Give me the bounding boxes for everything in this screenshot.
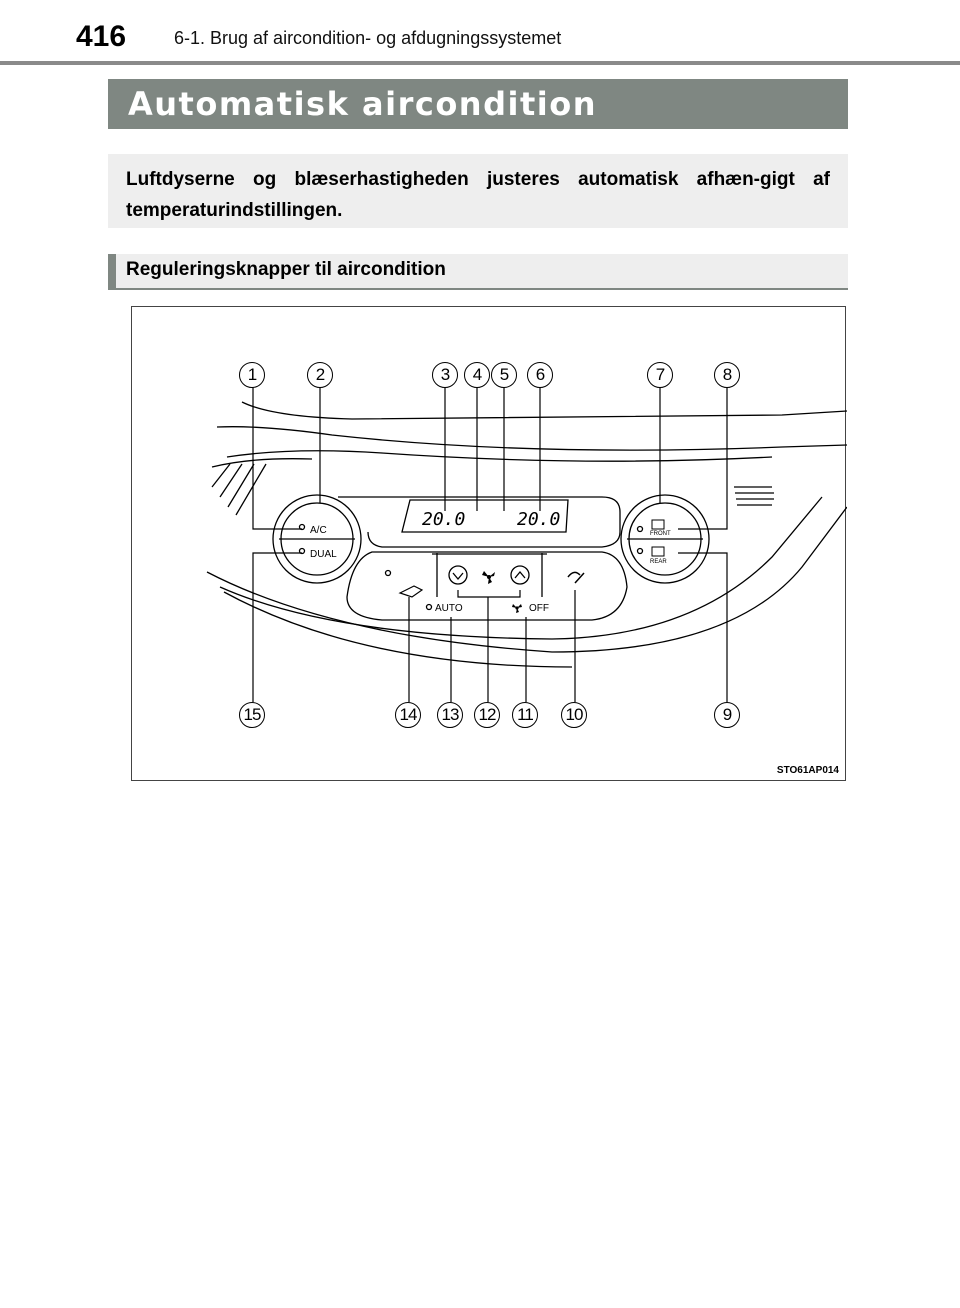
callout-14: 14 — [395, 702, 421, 728]
callout-10: 10 — [561, 702, 587, 728]
dual-button-label: DUAL — [310, 549, 337, 560]
callout-4: 4 — [464, 362, 490, 388]
subsection-title: Reguleringsknapper til aircondition — [126, 259, 446, 280]
chapter-title: 6-1. Brug af aircondition- og afdugningssystemet — [174, 28, 562, 48]
callout-9: 9 — [714, 702, 740, 728]
front-defog-label: FRONT — [650, 531, 671, 537]
climate-control-figure — [131, 306, 846, 781]
header-divider — [0, 61, 960, 65]
callout-12: 12 — [474, 702, 500, 728]
air-direction-icon — [568, 572, 584, 583]
rear-defog-icon — [652, 547, 664, 556]
subsection-heading — [108, 254, 848, 290]
callout-6: 6 — [527, 362, 553, 388]
callout-3: 3 — [432, 362, 458, 388]
off-button-label: OFF — [529, 603, 549, 614]
chevron-up-icon — [515, 572, 525, 578]
callout-5: 5 — [491, 362, 517, 388]
callout-13: 13 — [437, 702, 463, 728]
rear-defog-label: REAR — [650, 559, 667, 565]
callout-8: 8 — [714, 362, 740, 388]
section-banner — [108, 79, 848, 129]
callout-7: 7 — [647, 362, 673, 388]
temp-right-readout: 20.0 — [517, 509, 561, 530]
recirculation-icon — [400, 586, 422, 597]
intro-text: Luftdyserne og blæserhastigheden justeres automatisk afhæn-gigt af temperaturindstillingen. — [126, 169, 830, 221]
figure-id: STO61AP014 — [776, 765, 839, 776]
callout-2: 2 — [307, 362, 333, 388]
callout-15: 15 — [239, 702, 265, 728]
ac-button-label: A/C — [310, 525, 327, 536]
chevron-down-icon — [453, 573, 463, 579]
section-title: Automatisk aircondition — [128, 85, 597, 123]
fan-icon — [512, 604, 522, 613]
fan-icon — [482, 571, 495, 584]
intro-box — [108, 154, 848, 228]
callout-1: 1 — [239, 362, 265, 388]
windshield-defog-icon — [652, 520, 664, 529]
callout-11: 11 — [512, 702, 538, 728]
auto-button-label: AUTO — [435, 603, 463, 614]
subsection-accent-bar — [108, 254, 116, 290]
temp-left-readout: 20.0 — [422, 509, 466, 530]
page-number: 416 — [76, 20, 127, 53]
